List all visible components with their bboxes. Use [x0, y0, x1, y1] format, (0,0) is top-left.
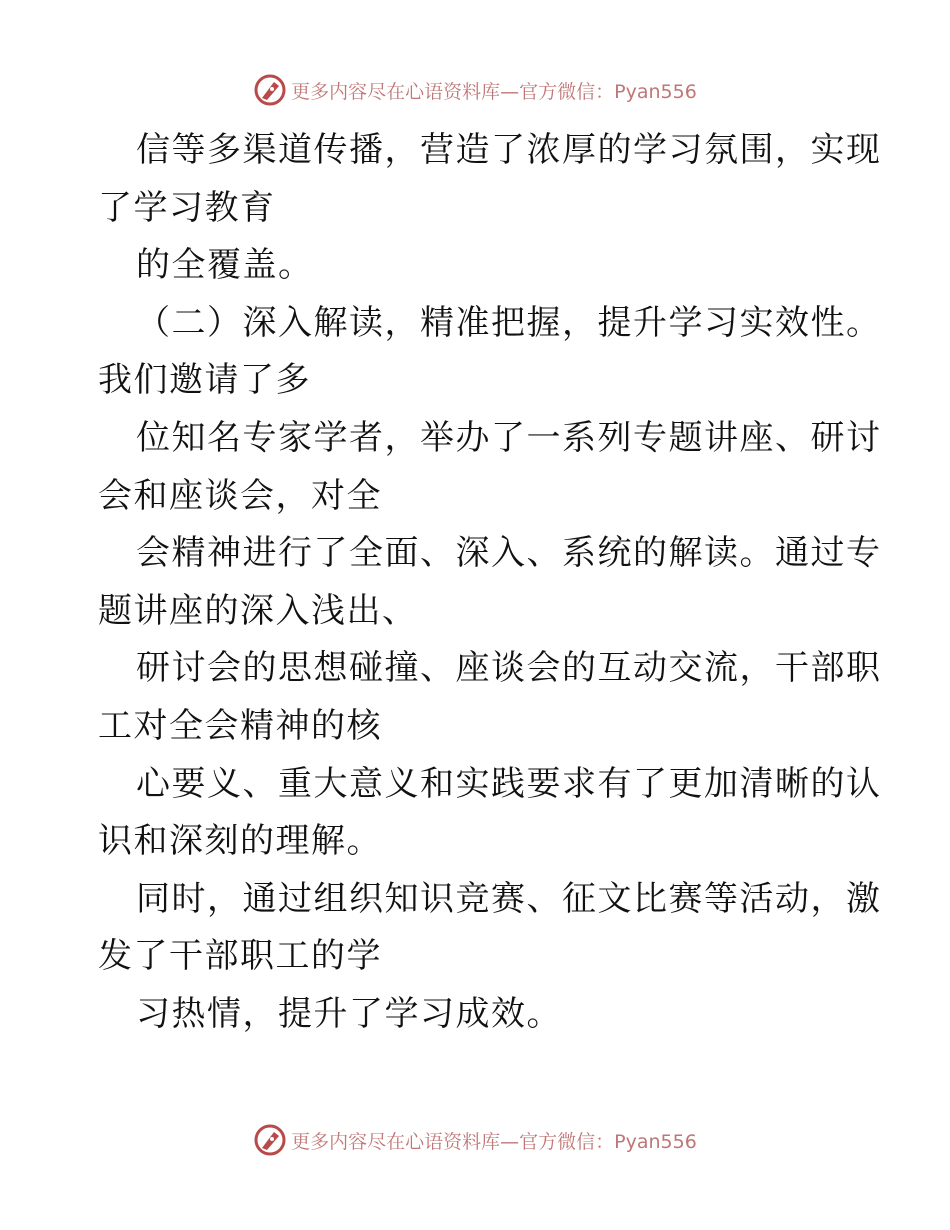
- text-line: 同时，通过组织知识竞赛、征文比赛等活动，激: [136, 878, 882, 919]
- text-line: 了学习教育: [98, 187, 276, 228]
- text-line: 工对全会精神的核: [98, 705, 382, 746]
- text-line: 心要义、重大意义和实践要求有了更加清晰的认: [136, 763, 882, 804]
- pen-nib-circle-icon: [253, 1123, 287, 1157]
- body-text: [98, 122, 882, 1044]
- header-banner: [0, 70, 950, 110]
- text-line: 我们邀请了多: [98, 360, 311, 401]
- footer-banner: [0, 1120, 950, 1160]
- text-line: 位知名专家学者，举办了一系列专题讲座、研讨: [136, 417, 882, 458]
- text-line: 研讨会的思想碰撞、座谈会的互动交流，干部职: [136, 648, 882, 689]
- text-line: 会和座谈会，对全: [98, 475, 382, 516]
- pen-nib-circle-icon: [253, 73, 287, 107]
- text-line: 的全覆盖。: [136, 245, 314, 286]
- text-line: （二）深入解读，精准把握，提升学习实效性。: [136, 302, 882, 343]
- text-line: 习热情，提升了学习成效。: [136, 993, 562, 1034]
- footer-banner-text: 更多内容尽在心语资料库—官方微信：Pyan556: [291, 1130, 697, 1153]
- text-line: 信等多渠道传播，营造了浓厚的学习氛围，实现: [136, 130, 882, 170]
- text-line: 会精神进行了全面、深入、系统的解读。通过专: [136, 533, 882, 574]
- text-line: 识和深刻的理解。: [98, 821, 382, 862]
- header-banner-text: 更多内容尽在心语资料库—官方微信：Pyan556: [291, 80, 697, 103]
- text-line: 发了干部职工的学: [98, 936, 382, 977]
- text-line: 题讲座的深入浅出、: [98, 590, 418, 631]
